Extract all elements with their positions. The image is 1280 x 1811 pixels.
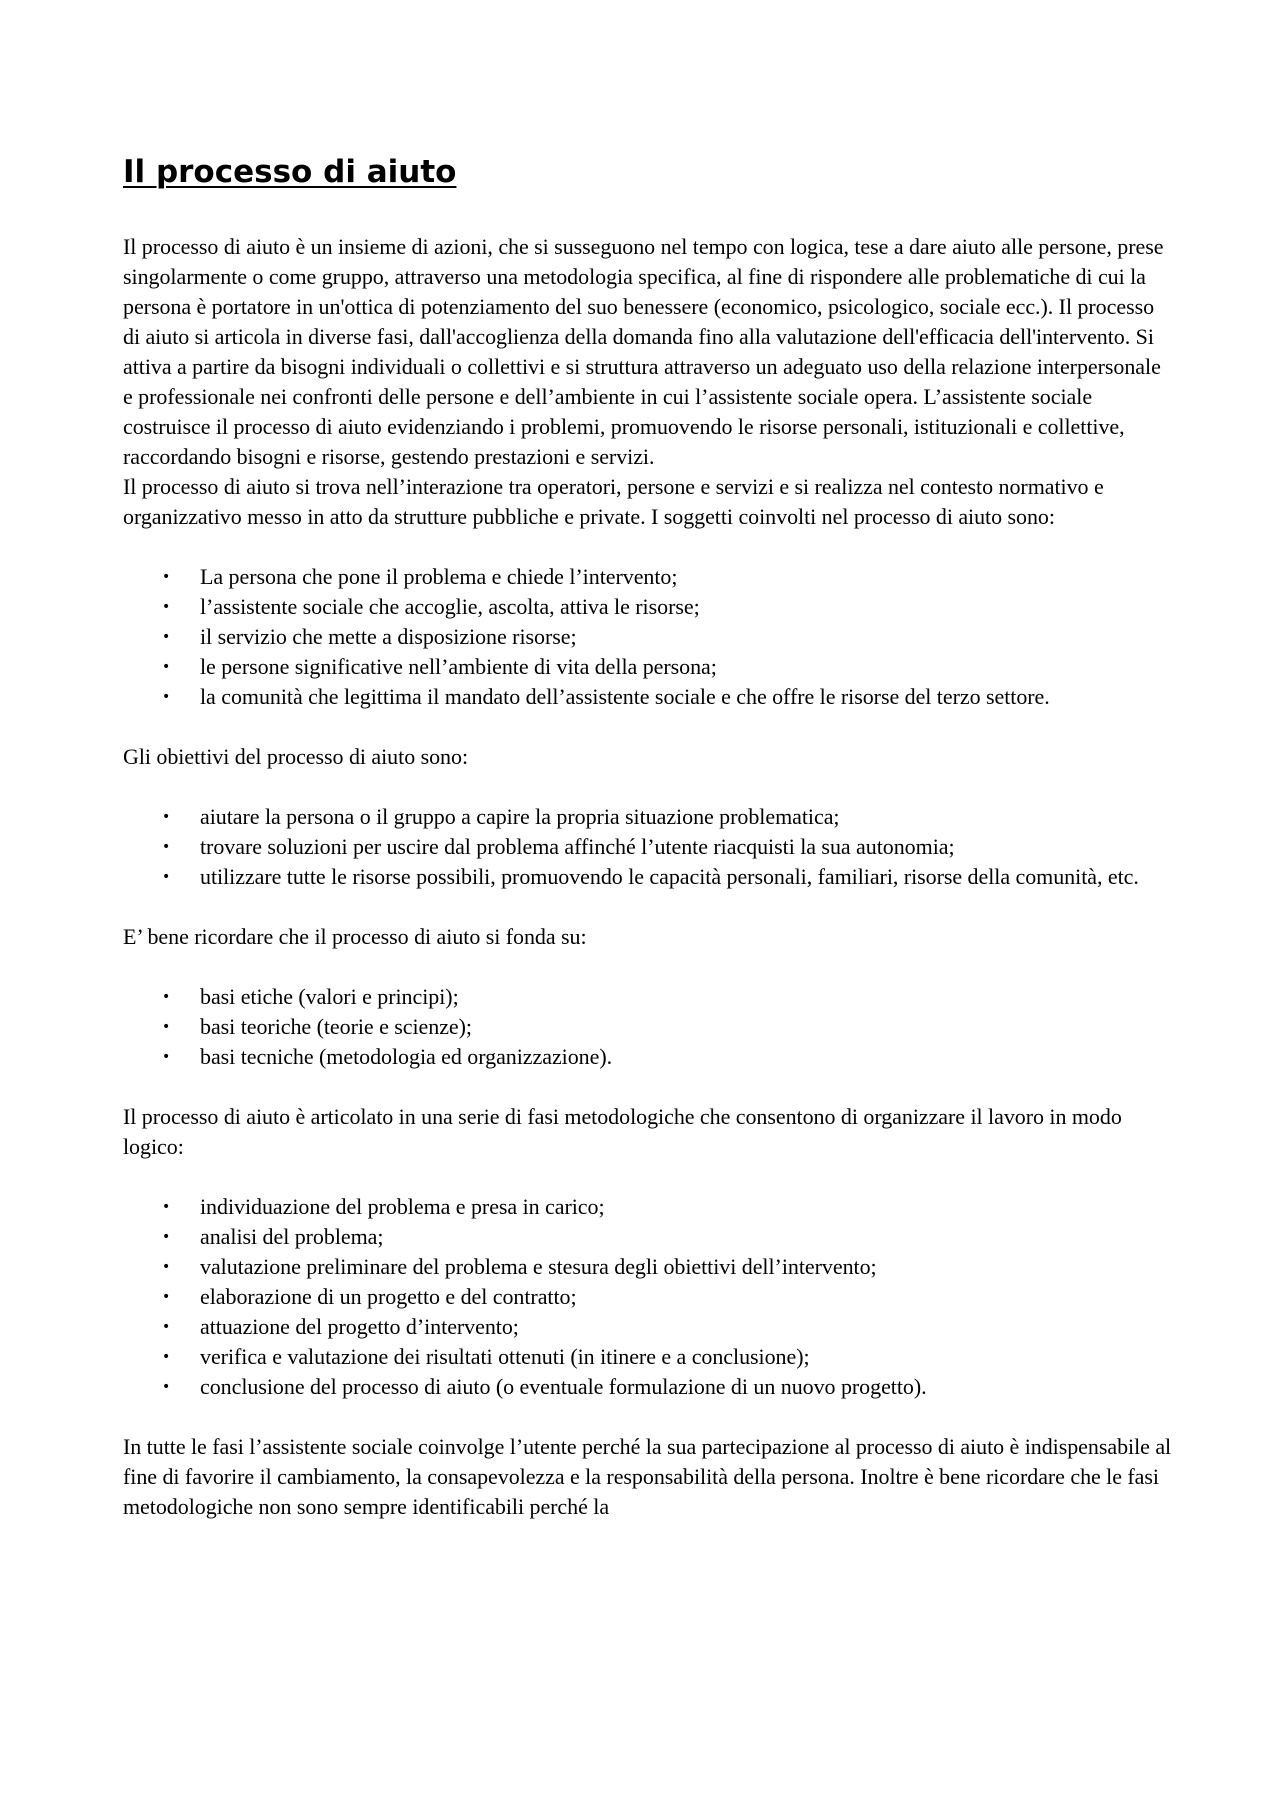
bullet-icon: •	[162, 1289, 171, 1305]
bullet-icon: •	[162, 1259, 171, 1275]
bases-list	[123, 982, 1173, 1072]
bullet-icon: •	[162, 599, 171, 615]
list-item: • utilizzare tutte le risorse possibili, promuovendo le capacità personali, familiari, risorse della comunità, etc.	[123, 862, 1173, 892]
phases-intro: Il processo di aiuto è articolato in una serie di fasi metodologiche che consentono di organizzare il lavoro in modo logico:	[123, 1104, 1122, 1159]
objectives-intro: Gli obiettivi del processo di aiuto sono:	[123, 744, 469, 769]
subjects-list	[123, 562, 1173, 712]
list-item: • La persona che pone il problema e chiede l’intervento;	[123, 562, 1173, 592]
list-item: • le persone significative nell’ambiente di vita della persona;	[123, 652, 1173, 682]
bullet-icon: •	[162, 989, 171, 1005]
bullet-icon: •	[162, 1049, 171, 1065]
bullet-icon: •	[162, 869, 171, 885]
document-page	[123, 152, 1173, 1522]
bullet-icon: •	[162, 1349, 171, 1365]
bullet-icon: •	[162, 809, 171, 825]
objectives-list	[123, 802, 1173, 892]
list-item: • il servizio che mette a disposizione risorse;	[123, 622, 1173, 652]
list-item: • valutazione preliminare del problema e stesura degli obiettivi dell’intervento;	[123, 1252, 1173, 1282]
list-item: • aiutare la persona o il gruppo a capire la propria situazione problematica;	[123, 802, 1173, 832]
bullet-icon: •	[162, 659, 171, 675]
list-item: • l’assistente sociale che accoglie, ascolta, attiva le risorse;	[123, 592, 1173, 622]
list-item: • basi etiche (valori e principi);	[123, 982, 1173, 1012]
list-item: • verifica e valutazione dei risultati ottenuti (in itinere e a conclusione);	[123, 1342, 1173, 1372]
closing-paragraph: In tutte le fasi l’assistente sociale coinvolge l’utente perché la sua partecipazione al processo di aiuto è indispensabile al fine di favorire il cambiamento, la consapevolezza e la responsabilità della persona. Inoltre è bene ricordare che le fasi metodologiche non sono sempre identificabili perché la	[123, 1434, 1172, 1519]
list-item: • trovare soluzioni per uscire dal problema affinché l’utente riacquisti la sua autonomia;	[123, 832, 1173, 862]
intro-paragraph-2: Il processo di aiuto si trova nell’interazione tra operatori, persone e servizi e si realizza nel contesto normativo e organizzativo messo in atto da strutture pubbliche e private. I soggetti coinvolti nel processo di aiuto sono:	[123, 474, 1104, 529]
bullet-icon: •	[162, 569, 171, 585]
list-item: • basi teoriche (teorie e scienze);	[123, 1012, 1173, 1042]
bullet-icon: •	[162, 1319, 171, 1335]
bullet-icon: •	[162, 1379, 171, 1395]
list-item: • analisi del problema;	[123, 1222, 1173, 1252]
list-item: • individuazione del problema e presa in carico;	[123, 1192, 1173, 1222]
list-item: • la comunità che legittima il mandato dell’assistente sociale e che offre le risorse del terzo settore.	[123, 682, 1173, 712]
bullet-icon: •	[162, 689, 171, 705]
list-item: • basi tecniche (metodologia ed organizzazione).	[123, 1042, 1173, 1072]
intro-paragraph-1: Il processo di aiuto è un insieme di azioni, che si susseguono nel tempo con logica, tese a dare aiuto alle persone, prese singolarmente o come gruppo, attraverso una metodologia specifica, al fine di rispondere alle problematiche di cui la persona è portatore in un'ottica di potenziamento del suo benessere (economico, psicologico, sociale ecc.). Il processo di aiuto si articola in diverse fasi, dall'accoglienza della domanda fino alla valutazione dell'efficacia dell'intervento. Si attiva a partire da bisogni individuali o collettivi e si struttura attraverso un adeguato uso della relazione interpersonale e professionale nei confronti delle persone e dell’ambiente in cui l’assistente sociale opera. L’assistente sociale costruisce il processo di aiuto evidenziando i problemi, promuovendo le risorse personali, istituzionali e collettive, raccordando bisogni e risorse, gestendo prestazioni e servizi.	[123, 234, 1164, 469]
list-item: • elaborazione di un progetto e del contratto;	[123, 1282, 1173, 1312]
page-title: Il processo di aiuto	[123, 154, 457, 190]
bases-intro: E’ bene ricordare che il processo di aiuto si fonda su:	[123, 924, 587, 949]
bullet-icon: •	[162, 629, 171, 645]
bullet-icon: •	[162, 1229, 171, 1245]
bullet-icon: •	[162, 1019, 171, 1035]
bullet-icon: •	[162, 1199, 171, 1215]
phases-list	[123, 1192, 1173, 1402]
list-item: • attuazione del progetto d’intervento;	[123, 1312, 1173, 1342]
list-item: • conclusione del processo di aiuto (o eventuale formulazione di un nuovo progetto).	[123, 1372, 1173, 1402]
bullet-icon: •	[162, 839, 171, 855]
